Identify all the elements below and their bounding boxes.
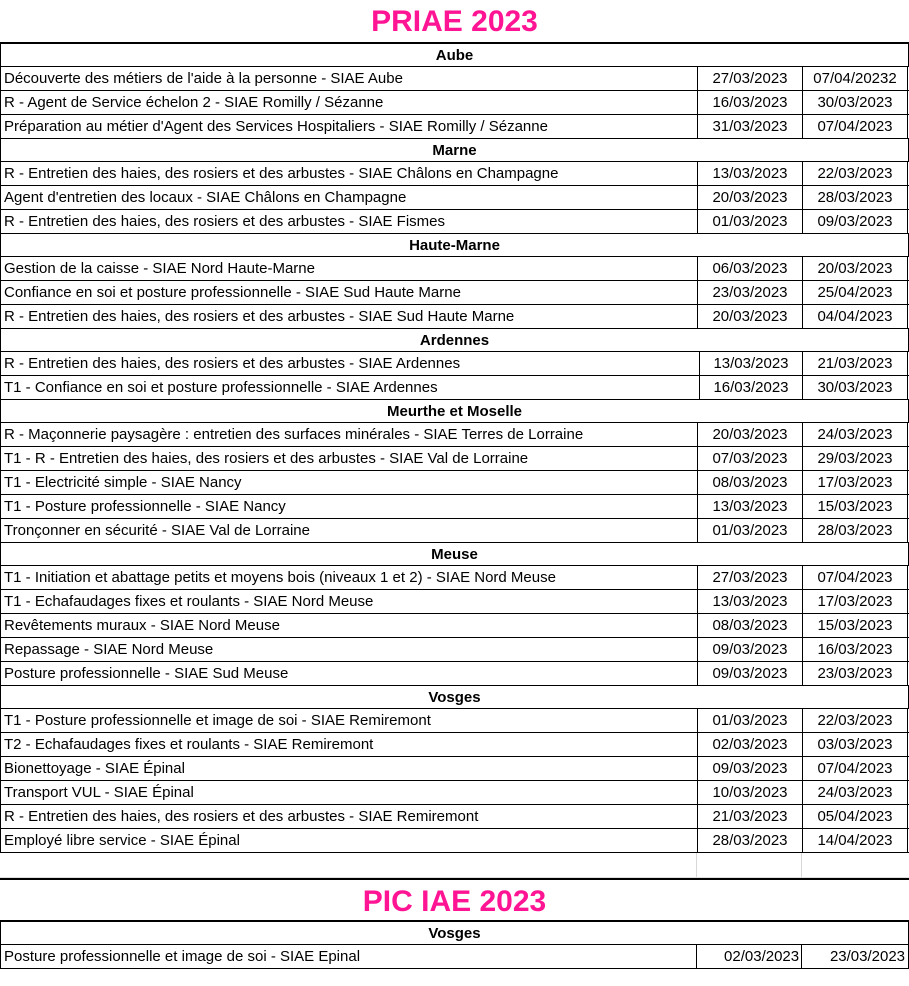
end-date-cell: 24/03/2023	[803, 781, 908, 804]
table-row	[0, 423, 909, 447]
start-date-cell: 01/03/2023	[698, 210, 803, 233]
start-date-cell: 27/03/2023	[698, 566, 803, 589]
training-label-cell: Repassage - SIAE Nord Meuse	[1, 638, 698, 661]
start-date-cell: 10/03/2023	[698, 781, 803, 804]
start-date-cell: 09/03/2023	[698, 638, 803, 661]
end-date-cell: 28/03/2023	[803, 519, 908, 542]
start-date-cell: 13/03/2023	[700, 352, 803, 375]
training-label-cell: T1 - Electricité simple - SIAE Nancy	[1, 471, 698, 494]
training-label-cell: T2 - Echafaudages fixes et roulants - SIAE Remiremont	[1, 733, 698, 756]
region-header: Haute-Marne	[0, 234, 909, 257]
end-date-cell: 07/04/2023	[803, 566, 908, 589]
training-label-cell: R - Agent de Service échelon 2 - SIAE Romilly / Sézanne	[1, 91, 698, 114]
end-date-cell: 03/03/2023	[803, 733, 908, 756]
table-row	[0, 91, 909, 115]
start-date-cell: 02/03/2023	[698, 733, 803, 756]
region-header: Marne	[0, 139, 909, 162]
end-date-cell: 25/04/2023	[803, 281, 908, 304]
training-label-cell: R - Entretien des haies, des rosiers et des arbustes - SIAE Châlons en Champagne	[1, 162, 698, 185]
end-date-cell: 22/03/2023	[803, 162, 908, 185]
start-date-cell: 21/03/2023	[698, 805, 803, 828]
end-date-cell: 14/04/2023	[803, 829, 908, 852]
start-date-cell: 28/03/2023	[698, 829, 803, 852]
training-label-cell: Tronçonner en sécurité - SIAE Val de Lorraine	[1, 519, 698, 542]
end-date-cell: 17/03/2023	[803, 471, 908, 494]
end-date-cell: 20/03/2023	[803, 257, 908, 280]
table-row	[0, 805, 909, 829]
training-label-cell: Posture professionnelle et image de soi - SIAE Epinal	[1, 945, 697, 968]
table-row	[0, 757, 909, 781]
pic-table	[0, 922, 909, 969]
start-date-cell: 08/03/2023	[698, 471, 803, 494]
start-date-cell: 01/03/2023	[698, 519, 803, 542]
end-date-cell: 07/04/2023	[803, 115, 908, 138]
end-date-cell: 17/03/2023	[803, 590, 908, 613]
end-date-cell: 22/03/2023	[803, 709, 908, 732]
table-row	[0, 829, 909, 853]
end-date-cell: 30/03/2023	[803, 91, 908, 114]
start-date-cell: 02/03/2023	[697, 945, 802, 968]
table-row	[0, 305, 909, 329]
table-row	[0, 566, 909, 590]
region-header: Vosges	[0, 686, 909, 709]
start-date-cell: 01/03/2023	[698, 709, 803, 732]
end-date-cell: 30/03/2023	[803, 376, 908, 399]
end-date-cell: 04/04/2023	[803, 305, 908, 328]
region-header: Meuse	[0, 543, 909, 566]
start-date-cell: 20/03/2023	[698, 305, 803, 328]
training-label-cell: T1 - Confiance en soi et posture professionnelle - SIAE Ardennes	[1, 376, 700, 399]
training-label-cell: R - Entretien des haies, des rosiers et des arbustes - SIAE Ardennes	[1, 352, 700, 375]
table-row	[0, 495, 909, 519]
end-date-cell: 15/03/2023	[803, 495, 908, 518]
region-header: Meurthe et Moselle	[0, 400, 909, 423]
training-label-cell: Transport VUL - SIAE Épinal	[1, 781, 698, 804]
end-date-cell: 09/03/2023	[803, 210, 908, 233]
start-date-cell: 16/03/2023	[698, 91, 803, 114]
table-row	[0, 447, 909, 471]
end-date-cell: 07/04/20232	[803, 67, 908, 90]
training-label-cell: Agent d'entretien des locaux - SIAE Châlons en Champagne	[1, 186, 698, 209]
end-date-cell: 24/03/2023	[803, 423, 908, 446]
region-header: Ardennes	[0, 329, 909, 352]
table-row	[0, 614, 909, 638]
start-date-cell: 09/03/2023	[698, 757, 803, 780]
training-label-cell: R - Maçonnerie paysagère : entretien des surfaces minérales - SIAE Terres de Lorraine	[1, 423, 698, 446]
start-date-cell: 27/03/2023	[698, 67, 803, 90]
end-date-cell: 16/03/2023	[803, 638, 908, 661]
table-row	[0, 115, 909, 139]
table-row	[0, 257, 909, 281]
training-label-cell: T1 - Initiation et abattage petits et moyens bois (niveaux 1 et 2) - SIAE Nord Meuse	[1, 566, 698, 589]
empty-row	[0, 853, 909, 878]
table-row	[0, 519, 909, 543]
training-label-cell: T1 - Posture professionnelle - SIAE Nancy	[1, 495, 698, 518]
table-row	[0, 590, 909, 614]
end-date-cell: 05/04/2023	[803, 805, 908, 828]
end-date-cell: 28/03/2023	[803, 186, 908, 209]
start-date-cell: 31/03/2023	[698, 115, 803, 138]
end-date-cell: 21/03/2023	[803, 352, 908, 375]
training-label-cell: Revêtements muraux - SIAE Nord Meuse	[1, 614, 698, 637]
training-label-cell: Préparation au métier d'Agent des Services Hospitaliers - SIAE Romilly / Sézanne	[1, 115, 698, 138]
start-date-cell: 07/03/2023	[698, 447, 803, 470]
training-label-cell: T1 - Posture professionnelle et image de soi - SIAE Remiremont	[1, 709, 698, 732]
training-label-cell: R - Entretien des haies, des rosiers et des arbustes - SIAE Fismes	[1, 210, 698, 233]
training-label-cell: Posture professionnelle - SIAE Sud Meuse	[1, 662, 698, 685]
table-row	[0, 210, 909, 234]
start-date-cell: 20/03/2023	[698, 186, 803, 209]
training-label-cell: T1 - Echafaudages fixes et roulants - SIAE Nord Meuse	[1, 590, 698, 613]
start-date-cell: 16/03/2023	[700, 376, 803, 399]
table-row	[0, 352, 909, 376]
start-date-cell: 06/03/2023	[698, 257, 803, 280]
start-date-cell: 09/03/2023	[698, 662, 803, 685]
table-row	[0, 281, 909, 305]
training-label-cell: Découverte des métiers de l'aide à la personne - SIAE Aube	[1, 67, 698, 90]
start-date-cell: 23/03/2023	[698, 281, 803, 304]
training-label-cell: R - Entretien des haies, des rosiers et des arbustes - SIAE Sud Haute Marne	[1, 305, 698, 328]
table-row	[0, 186, 909, 210]
end-date-cell: 07/04/2023	[803, 757, 908, 780]
start-date-cell: 20/03/2023	[698, 423, 803, 446]
training-label-cell: R - Entretien des haies, des rosiers et des arbustes - SIAE Remiremont	[1, 805, 698, 828]
region-header: Aube	[0, 44, 909, 67]
training-label-cell: Confiance en soi et posture professionnelle - SIAE Sud Haute Marne	[1, 281, 698, 304]
start-date-cell: 13/03/2023	[698, 590, 803, 613]
pic-title: PIC IAE 2023	[0, 878, 909, 922]
training-label-cell: Employé libre service - SIAE Épinal	[1, 829, 698, 852]
table-row	[0, 67, 909, 91]
table-row	[0, 638, 909, 662]
table-row	[0, 781, 909, 805]
priae-title: PRIAE 2023	[0, 0, 909, 44]
end-date-cell: 23/03/2023	[802, 945, 909, 968]
training-label-cell: Bionettoyage - SIAE Épinal	[1, 757, 698, 780]
end-date-cell: 29/03/2023	[803, 447, 908, 470]
table-row	[0, 945, 909, 969]
start-date-cell: 13/03/2023	[698, 495, 803, 518]
table-row	[0, 162, 909, 186]
training-label-cell: Gestion de la caisse - SIAE Nord Haute-Marne	[1, 257, 698, 280]
start-date-cell: 13/03/2023	[698, 162, 803, 185]
priae-table	[0, 44, 909, 853]
table-row	[0, 709, 909, 733]
end-date-cell: 23/03/2023	[803, 662, 908, 685]
end-date-cell: 15/03/2023	[803, 614, 908, 637]
training-label-cell: T1 - R - Entretien des haies, des rosiers et des arbustes - SIAE Val de Lorraine	[1, 447, 698, 470]
table-row	[0, 733, 909, 757]
table-row	[0, 662, 909, 686]
region-header: Vosges	[0, 922, 909, 945]
table-row	[0, 471, 909, 495]
start-date-cell: 08/03/2023	[698, 614, 803, 637]
table-row	[0, 376, 909, 400]
